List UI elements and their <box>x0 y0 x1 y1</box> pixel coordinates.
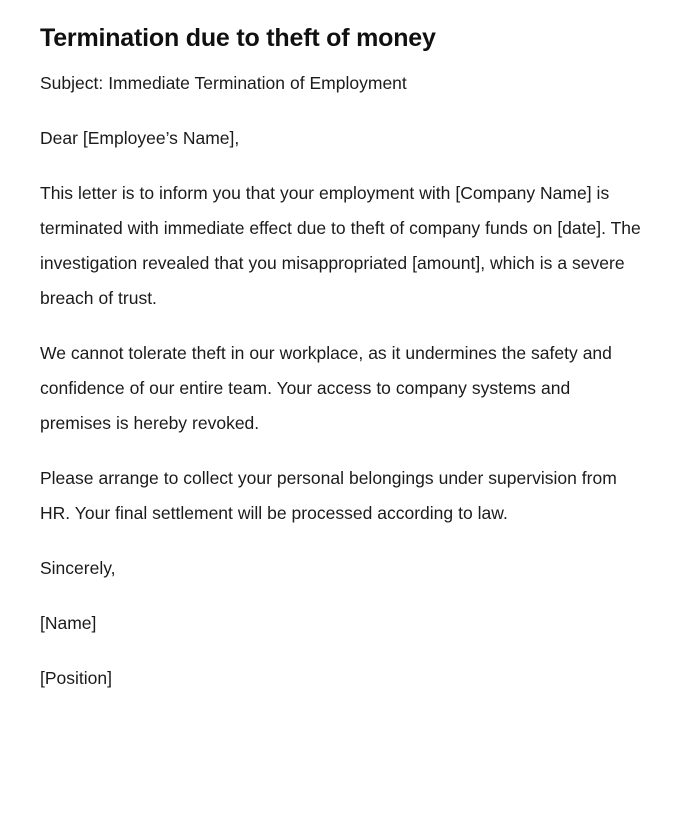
signature-name: [Name] <box>40 613 97 633</box>
body-paragraph-2: We cannot tolerate theft in our workplace, as it undermines the safety and confidence of our entire team. Your access to company systems and premises is hereby revoked. <box>40 343 612 433</box>
body-paragraph-3: Please arrange to collect your personal belongings under supervision from HR. Your final settlement will be processed according to law. <box>40 468 617 523</box>
subject-line: Subject: Immediate Termination of Employment <box>40 73 407 93</box>
closing-salutation: Sincerely, <box>40 558 116 578</box>
salutation: Dear [Employee’s Name], <box>40 128 240 148</box>
page-title: Termination due to theft of money <box>40 24 436 52</box>
signature-position: [Position] <box>40 668 112 688</box>
letter-body <box>40 66 642 696</box>
body-paragraph-1: This letter is to inform you that your employment with [Company Name] is terminated with immediate effect due to theft of company funds on [date]. The investigation revealed that you misappropriated [amount], which is a severe breach of trust. <box>40 183 641 308</box>
